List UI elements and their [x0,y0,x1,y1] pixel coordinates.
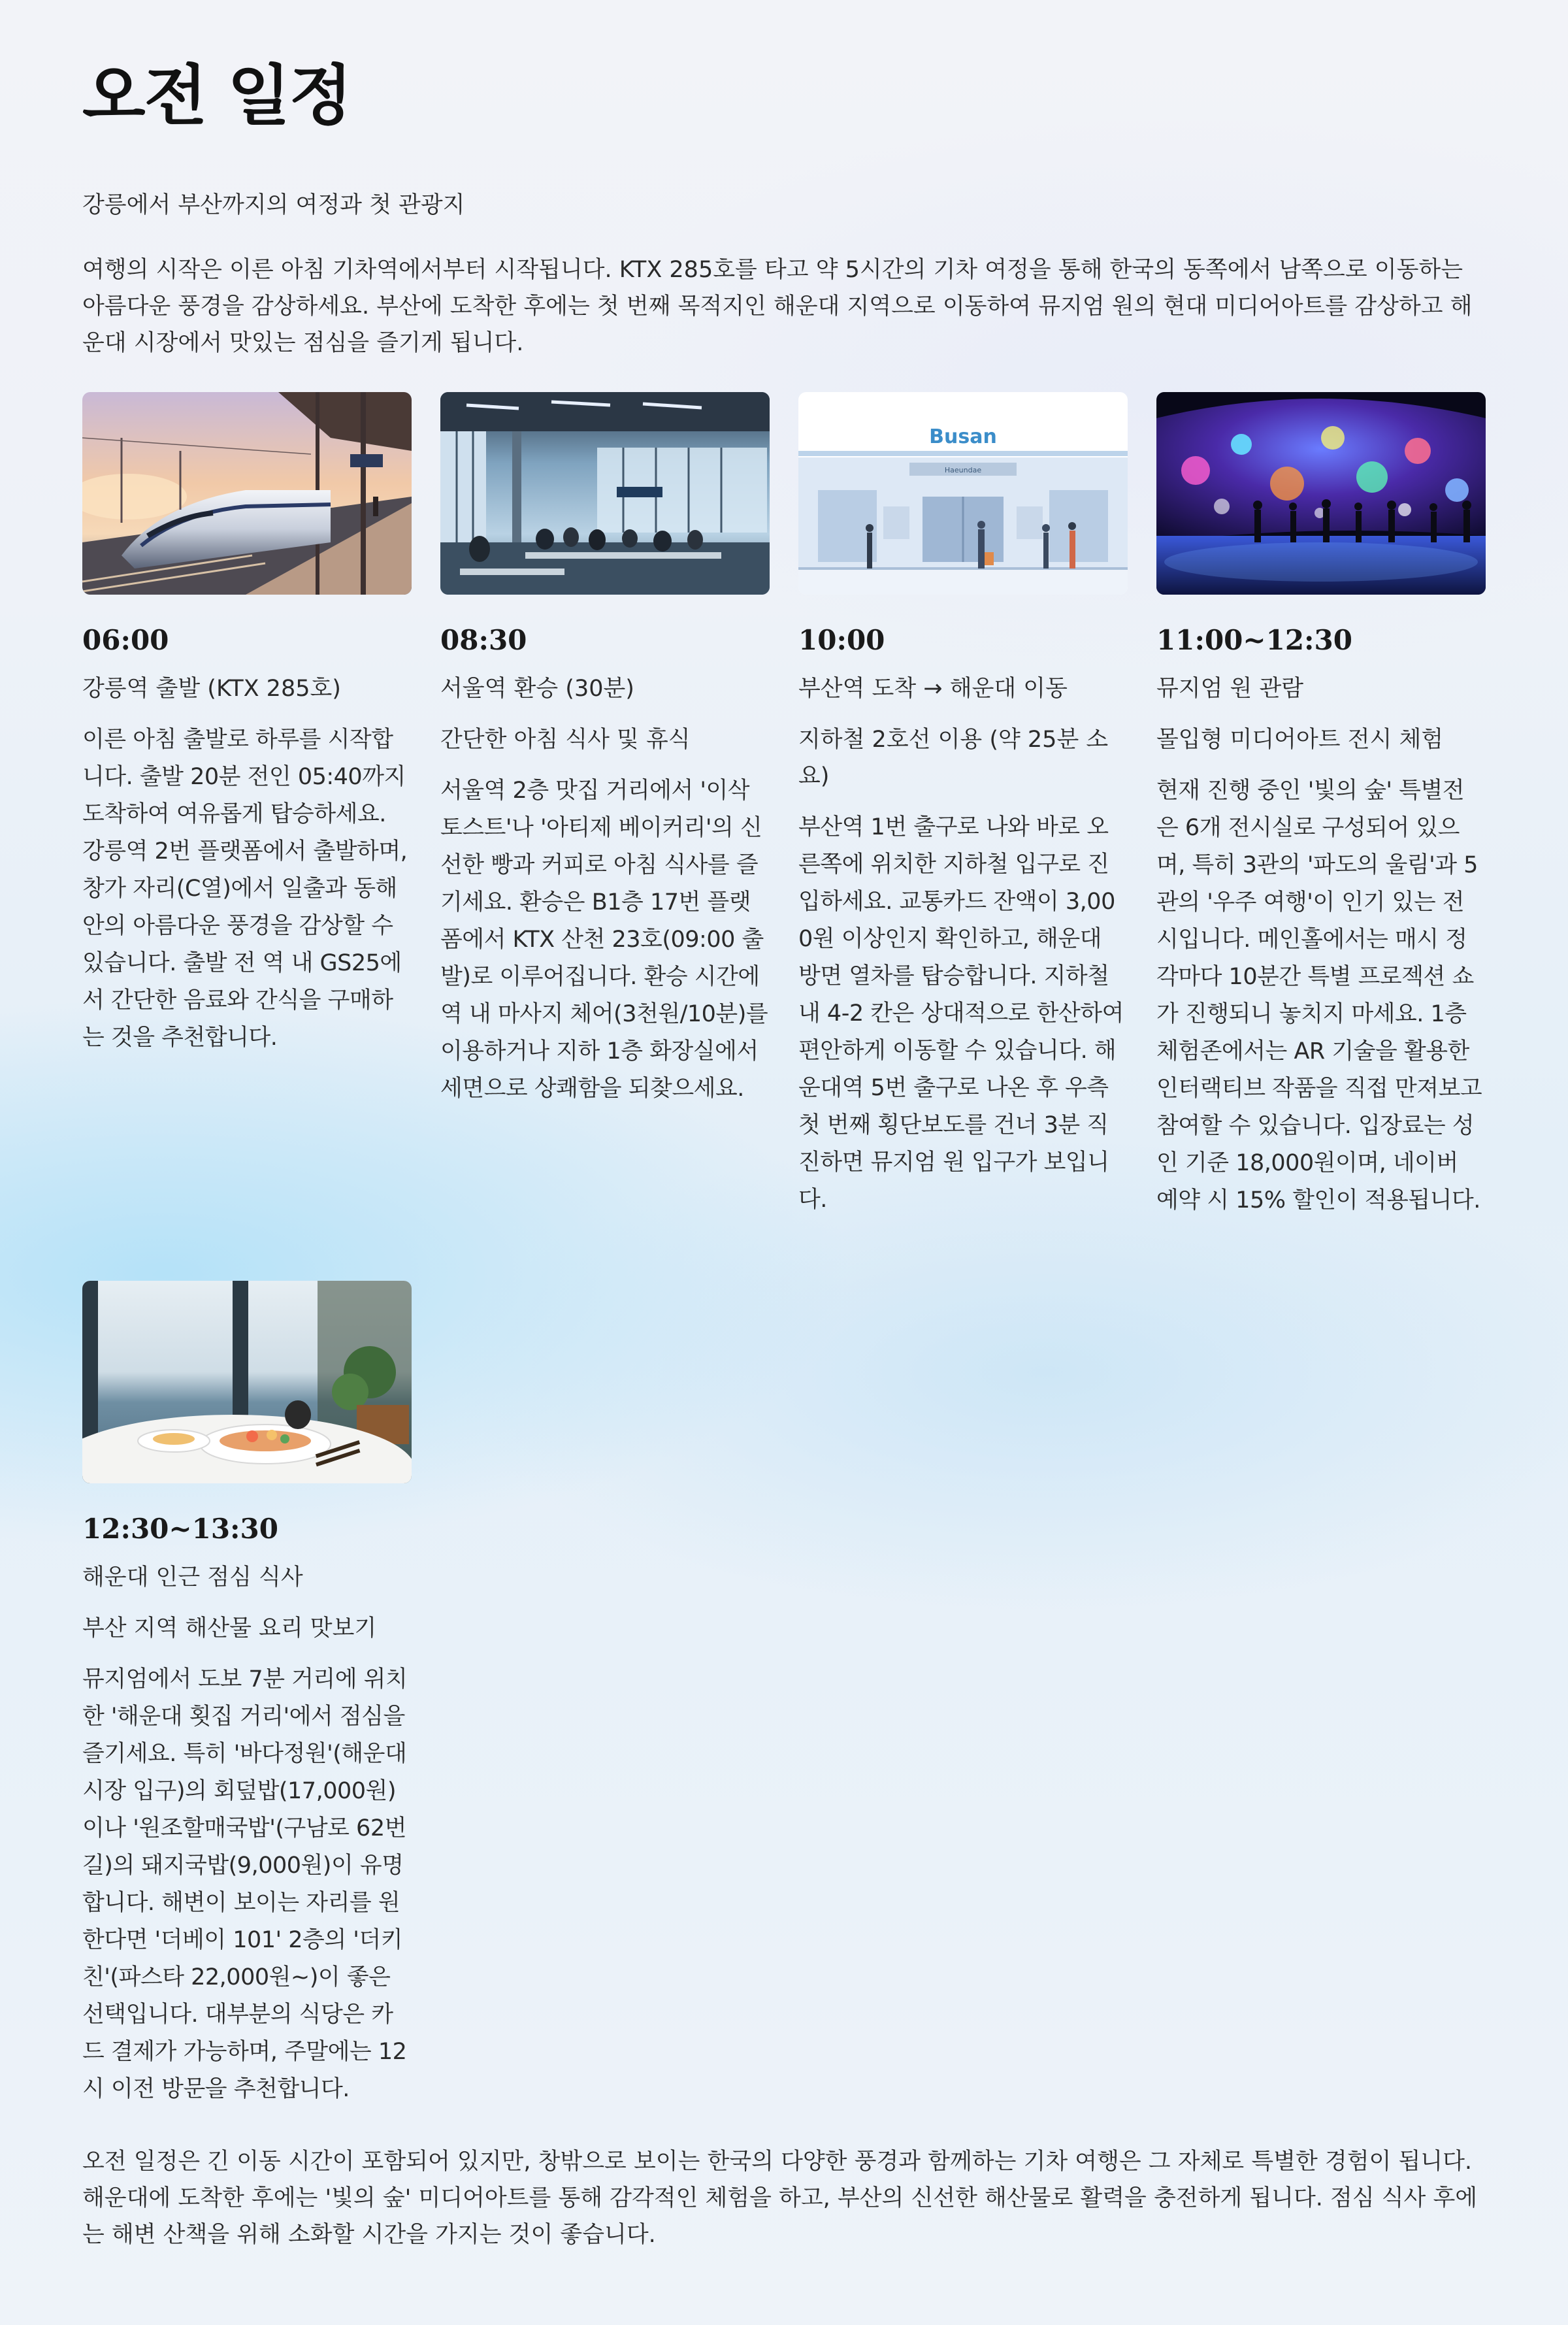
card-body: 이른 아침 출발로 하루를 시작합니다. 출발 20분 전인 05:40까지 도착하여 여유롭게 탑승하세요. 강릉역 2번 플랫폼에서 출발하며, 창가 자리(C열)에서 일출과 동해안의 아름다운 풍경을 감상할 수 있습니다. 출발 전 역 내 GS25에서 간단한 음료와 간식을 구매하는 것을 추천합니다. [82,727,408,1051]
schedule-card-1230 [82,1281,412,2108]
train-photo [82,392,412,595]
busan-station-illustration [798,392,1128,595]
card-time: 12:30~13:30 [82,1513,278,1545]
outro-paragraph: 오전 일정은 긴 이동 시간이 포함되어 있지만, 창밖으로 보이는 한국의 다양한 풍경과 함께하는 기차 여행은 그 자체로 특별한 경험이 됩니다. 해운대에 도착한 후에는 '빛의 숲' 미디어아트를 통해 감각적인 체험을 하고, 부산의 신선한 해산물로 활력을 충전하게 됩니다. 점심 식사 후에는 해변 산책을 위해 소화할 시간을 가지는 것이 좋습니다. [82,2149,1478,2248]
schedule-card-0830 [440,392,770,1108]
card-subheading: 몰입형 미디어아트 전시 체험 [1156,727,1444,753]
card-body: 현재 진행 중인 '빛의 숲' 특별전은 6개 전시실로 구성되어 있으며, 특히 3관의 '파도의 울림'과 5관의 '우주 여행'이 인기 있는 전시입니다. 메인홀에서는 매시 정각마다 10분간 특별 프로젝션 쇼가 진행되니 놓치지 마세요. 1층 체험존에서는 AR 기술을 활용한 인터랙티브 작품을 직접 만져보고 참여할 수 있습니다. 입장료는 성인 기준 18,000원이며, 네이버 예약 시 15% 할인이 적용됩니다. [1156,778,1482,1213]
haeundae-sign-text: Haeundae [944,466,982,474]
card-heading: 강릉역 출발 (KTX 285호) [82,676,341,702]
card-subheading: 부산 지역 해산물 요리 맛보기 [82,1615,377,1641]
card-heading: 부산역 도착 → 해운대 이동 [798,676,1068,702]
card-body: 부산역 1번 출구로 나와 바로 오른쪽에 위치한 지하철 입구로 진입하세요. 교통카드 잔액이 3,000원 이상인지 확인하고, 해운대 방면 열차를 탑승합니다. 지하철 내 4-2 칸은 상대적으로 한산하여 편안하게 이동할 수 있습니다. 해운대역 5번 출구로 나온 후 우측 첫 번째 횡단보도를 건너 3분 직진하면 뮤지엄 원 입구가 보입니다. [798,814,1124,1213]
card-time: 06:00 [82,624,169,656]
card-body: 서울역 2층 맛집 거리에서 '이삭토스트'나 '아티제 베이커리'의 신선한 빵과 커피로 아침 식사를 즐기세요. 환승은 B1층 17번 플랫폼에서 KTX 산천 23호(09:00 출발)로 이루어집니다. 환승 시간에 역 내 마사지 체어(3천원/10분)를 이용하거나 지하 1층 화장실에서 세면으로 상쾌함을 되찾으세요. [440,778,768,1102]
page-subtitle: 강릉에서 부산까지의 여정과 첫 관광지 [82,192,465,218]
schedule-card-0600 [82,392,412,1057]
card-subheading: 지하철 2호선 이용 (약 25분 소요) [798,727,1109,789]
media-art-photo [1156,392,1486,595]
card-subheading: 간단한 아침 식사 및 휴식 [440,727,691,753]
seafood-lunch-photo [82,1281,412,1483]
card-heading: 뮤지엄 원 관람 [1156,676,1304,702]
card-heading: 서울역 환승 (30분) [440,676,634,702]
card-time: 11:00~12:30 [1156,624,1352,656]
card-heading: 해운대 인근 점심 식사 [82,1564,303,1591]
card-time: 10:00 [798,624,885,656]
page-title: 오전 일정 [82,58,351,134]
intro-paragraph: 여행의 시작은 이른 아침 기차역에서부터 시작됩니다. KTX 285호를 타고 약 5시간의 기차 여정을 통해 한국의 동쪽에서 남쪽으로 이동하는 아름다운 풍경을 감상하세요. 부산에 도착한 후에는 첫 번째 목적지인 해운대 지역으로 이동하여 뮤지엄 원의 현대 미디어아트를 감상하고 해운대 시장에서 맛있는 점심을 즐기게 됩니다. [82,257,1473,356]
card-time: 08:30 [440,624,527,656]
schedule-card-1000 [798,392,1128,1219]
schedule-card-1100 [1156,392,1486,1219]
card-body: 뮤지엄에서 도보 7분 거리에 위치한 '해운대 횟집 거리'에서 점심을 즐기세요. 특히 '바다정원'(해운대시장 입구)의 회덮밥(17,000원)이나 '원조할매국밥'(구남로 62번길)의 돼지국밥(9,000원)이 유명합니다. 해변이 보이는 자리를 원한다면 '더베이 101' 2층의 '더키친'(파스타 22,000원~)이 좋은 선택입니다. 대부분의 식당은 카드 결제가 가능하며, 주말에는 12시 이전 방문을 추천합니다. [82,1666,408,2102]
busan-sign-text: Busan [929,425,997,448]
station-hall-photo [440,392,770,595]
